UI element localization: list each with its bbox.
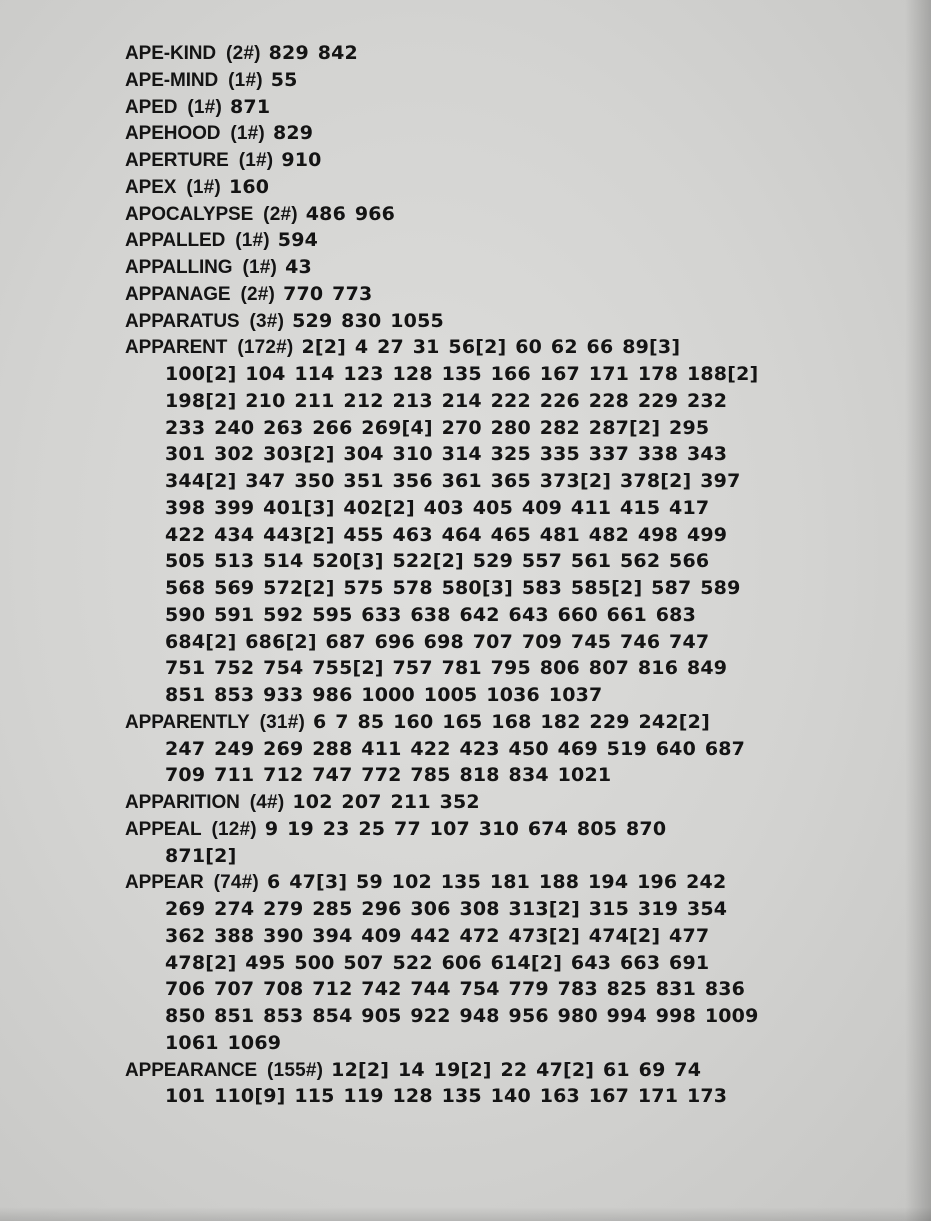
page-references: 247 249 269 288 411 422 423 450 469 519 640 687 [165, 737, 746, 760]
index-entry-line [125, 174, 870, 201]
page-references: 529 830 1055 [292, 309, 444, 332]
page-references: 829 842 [268, 42, 358, 64]
index-entry [125, 254, 870, 281]
index-entry [125, 709, 870, 789]
page-references: 398 399 401[3] 402[2] 403 405 409 411 415 417 [165, 496, 710, 519]
index-entry-line [125, 869, 870, 896]
index-entry-continuation-line [125, 736, 870, 763]
index-entry-line [125, 201, 870, 228]
index-entry [125, 308, 870, 335]
page-references: 706 707 708 712 742 744 754 779 783 825 831 836 [165, 978, 746, 1001]
page-references: 770 773 [283, 282, 373, 305]
index-entry [125, 816, 870, 870]
index-entry-continuation-line [125, 976, 870, 1003]
index-entry-line [125, 67, 870, 94]
index-entry-line [125, 308, 870, 335]
index-entry [125, 869, 870, 1056]
index-entry-line [125, 709, 870, 736]
index-entry-line [125, 281, 870, 308]
index-entry-line [125, 816, 870, 843]
index-entry-continuation-line [125, 388, 870, 415]
index-entry-continuation-line [125, 522, 870, 549]
page-references: 301 302 303[2] 304 310 314 325 335 337 338 343 [165, 443, 728, 466]
index-entry-continuation-line [125, 361, 870, 388]
index-term-count: (1#) [186, 176, 221, 198]
index-entry [125, 67, 870, 94]
index-term-count: (2#) [240, 283, 276, 305]
index-term-count: (172#) [237, 337, 294, 359]
index-term-count: (1#) [228, 69, 263, 91]
index-entry-line [125, 40, 870, 67]
index-entry-line [125, 789, 870, 816]
page-references: 850 851 853 854 905 922 948 956 980 994 998 1009 [165, 1005, 759, 1027]
index-entry [125, 281, 870, 308]
index-term: APED [125, 96, 178, 118]
index-term-count: (1#) [238, 150, 274, 171]
index-term: APPARENTLY [125, 711, 250, 733]
page-references: 6 7 85 160 165 168 182 229 242[2] [313, 710, 710, 733]
index-entry-continuation-line [125, 602, 870, 629]
index-term: APPARATUS [125, 310, 240, 332]
page-references: 422 434 443[2] 455 463 464 465 481 482 498 499 [165, 523, 728, 546]
index-entry [125, 174, 870, 201]
page-references: 101 110[9] 115 119 128 135 140 163 167 171 173 [165, 1085, 728, 1108]
page-references: 910 [281, 149, 322, 171]
index-entry-continuation-line [125, 682, 870, 709]
index-entry-continuation-line [125, 415, 870, 442]
page-references: 43 [285, 256, 312, 278]
index-entry [125, 1057, 870, 1111]
index-term: APPALLING [125, 257, 233, 278]
index-entry [125, 147, 870, 174]
page-references: 102 207 211 352 [292, 791, 480, 813]
index-entry [125, 789, 870, 816]
page-references: 829 [272, 122, 314, 145]
page-references: 478[2] 495 500 507 522 606 614[2] 643 663 691 [165, 951, 710, 974]
index-entry-continuation-line [125, 468, 870, 495]
page-references: 55 [270, 68, 298, 91]
index-term-count: (1#) [230, 123, 265, 145]
index-entry [125, 40, 870, 67]
index-term: APPANAGE [125, 283, 231, 305]
index-term: APEX [125, 176, 177, 198]
index-term-count: (1#) [242, 257, 278, 278]
index-entry-line [125, 227, 870, 254]
index-entry-continuation-line [125, 495, 870, 522]
page-references: 751 752 754 755[2] 757 781 795 806 807 816 849 [165, 657, 728, 680]
index-term-count: (4#) [249, 792, 285, 813]
index-entry-line [125, 120, 870, 147]
page-references: 684[2] 686[2] 687 696 698 707 709 745 746 747 [165, 630, 710, 653]
index-entry-continuation-line [125, 1083, 870, 1110]
index-entry-line [125, 334, 870, 361]
page-references: 594 [277, 229, 319, 252]
index-term-count: (12#) [211, 818, 257, 840]
page-references: 9 19 23 25 77 107 310 674 805 870 [264, 817, 667, 840]
index-term: APPEARANCE [125, 1059, 258, 1081]
index-entry-continuation-line [125, 1003, 870, 1030]
index-entry-continuation-line [125, 1030, 870, 1057]
page-references: 590 591 592 595 633 638 642 643 660 661 683 [165, 603, 697, 626]
page-references: 269 274 279 285 296 306 308 313[2] 315 319 354 [165, 898, 728, 920]
index-entry-continuation-line [125, 575, 870, 602]
index-entry [125, 201, 870, 228]
index-entry-continuation-line [125, 762, 870, 789]
index-term: APOCALYPSE [125, 203, 254, 225]
page-references: 709 711 712 747 772 785 818 834 1021 [165, 764, 612, 787]
page-references: 568 569 572[2] 575 578 580[3] 583 585[2] 587 589 [165, 577, 741, 599]
index-term: APERTURE [125, 150, 229, 171]
page-references: 871[2] [165, 844, 237, 867]
index-term: APE-KIND [125, 43, 217, 64]
index-entry [125, 334, 870, 709]
page-references: 233 240 263 266 269[4] 270 280 282 287[2] 295 [165, 416, 710, 439]
index-term: APEHOOD [125, 123, 221, 145]
index-term-count: (3#) [249, 310, 285, 332]
page-references: 851 853 933 986 1000 1005 1036 1037 [165, 684, 603, 706]
page-references: 486 966 [305, 202, 396, 225]
index-entry-continuation-line [125, 629, 870, 656]
page-references: 505 513 514 520[3] 522[2] 529 557 561 562 566 [165, 550, 710, 573]
index-entry-continuation-line [125, 548, 870, 575]
index-entry [125, 94, 870, 121]
page-references: 2[2] 4 27 31 56[2] 60 62 66 89[3] [301, 336, 681, 359]
index-entry [125, 227, 870, 254]
index-term-count: (74#) [213, 872, 259, 894]
index-entry-continuation-line [125, 950, 870, 977]
index-term-count: (1#) [235, 230, 270, 252]
index-term: APE-MIND [125, 69, 219, 91]
page-references: 160 [228, 175, 270, 198]
index-entry-line [125, 254, 870, 281]
page-references: 6 47[3] 59 102 135 181 188 194 196 242 [266, 871, 727, 894]
index-term: APPALLED [125, 230, 226, 252]
index-entry-line [125, 147, 870, 174]
index-term-count: (155#) [267, 1059, 324, 1081]
index-entry-line [125, 94, 870, 121]
page-references: 362 388 390 394 409 442 472 473[2] 474[2] 477 [165, 924, 710, 947]
index-entry-continuation-line [125, 843, 870, 870]
index-entry [125, 120, 870, 147]
page-references: 1061 1069 [165, 1031, 282, 1054]
page-references: 100[2] 104 114 123 128 135 166 167 171 178 188[2] [165, 363, 759, 385]
index-term-count: (31#) [259, 711, 305, 733]
page-references: 198[2] 210 211 212 213 214 222 226 228 229 232 [165, 389, 728, 412]
index-term: APPEAL [125, 818, 202, 840]
index-term-count: (1#) [187, 96, 222, 118]
index-entry-continuation-line [125, 655, 870, 682]
index-entry-line [125, 1057, 870, 1084]
index-list [125, 40, 870, 1110]
page-references: 12[2] 14 19[2] 22 47[2] 61 69 74 [331, 1058, 702, 1081]
page-references: 871 [229, 95, 271, 118]
index-entry-continuation-line [125, 923, 870, 950]
index-term: APPARITION [125, 792, 240, 813]
index-term: APPARENT [125, 337, 228, 359]
index-term-count: (2#) [263, 203, 298, 225]
index-term: APPEAR [125, 872, 204, 894]
page-references: 344[2] 347 350 351 356 361 365 373[2] 378[2] 397 [165, 470, 741, 492]
index-entry-continuation-line [125, 441, 870, 468]
index-term-count: (2#) [226, 43, 261, 64]
index-entry-continuation-line [125, 896, 870, 923]
